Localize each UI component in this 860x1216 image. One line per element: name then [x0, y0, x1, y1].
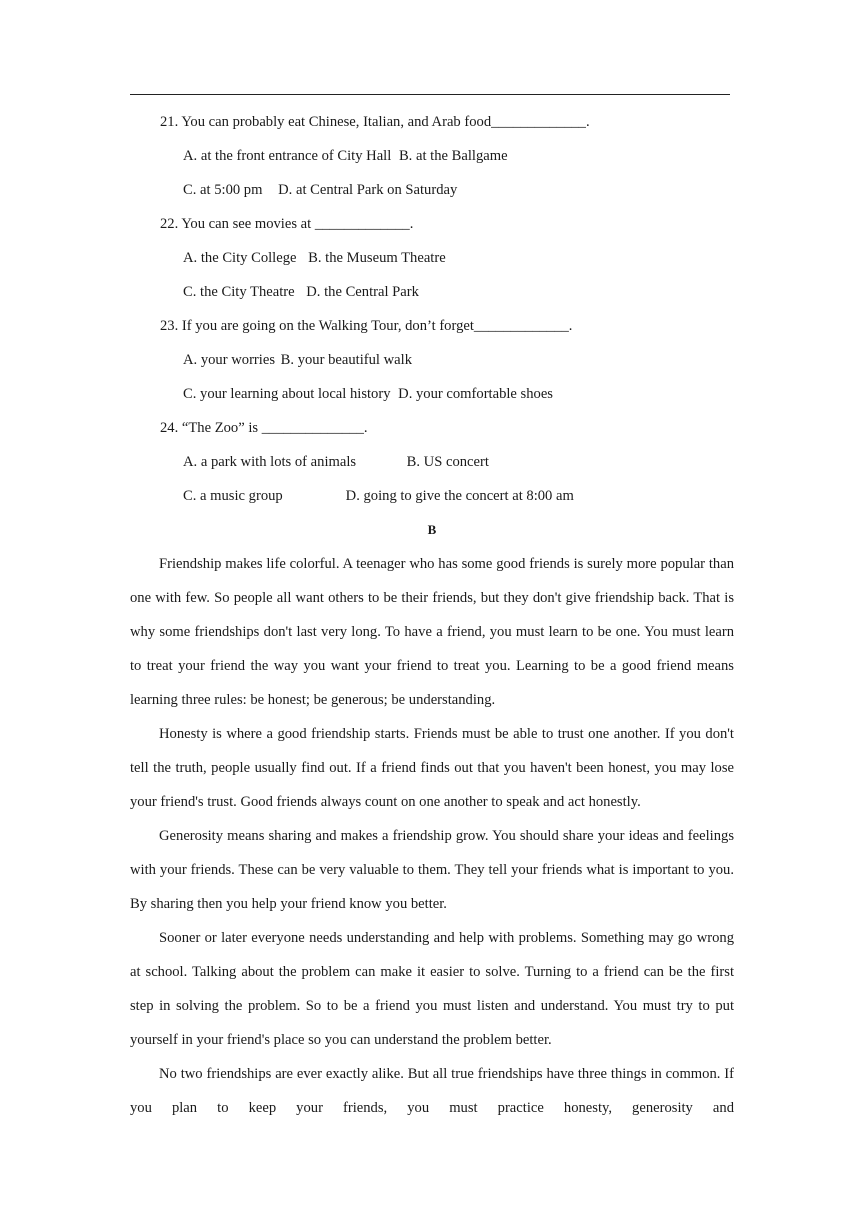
- option-b: B. at the Ballgame: [398, 148, 508, 164]
- option-d: D. your comfortable shoes: [398, 386, 553, 402]
- question-stem: 24. “The Zoo” is ______________.: [160, 420, 368, 436]
- option-row: [130, 450, 734, 484]
- option-row: [130, 144, 734, 178]
- option-b: B. US concert: [406, 454, 489, 470]
- paragraph: Generosity means sharing and makes a friendship grow. You should share your ideas and feelings with your friends. These can be very valuable to them. They tell your friends what is important to you. By sharing then you help your friend know you better.: [130, 828, 734, 912]
- header-rule: [130, 94, 730, 95]
- option-c: C. at 5:00 pm: [183, 182, 263, 198]
- option-row: [130, 246, 734, 280]
- option-c: C. a music group: [183, 488, 283, 504]
- option-c: C. your learning about local history: [183, 386, 391, 402]
- option-a: A. a park with lots of animals: [183, 454, 357, 470]
- option-d: D. at Central Park on Saturday: [278, 182, 458, 198]
- option-row: [130, 382, 734, 416]
- option-row: [130, 484, 734, 518]
- paragraph: Friendship makes life colorful. A teenager who has some good friends is surely more popular than one with few. So people all want others to be their friends, but they don't give friendship back. That is why some friendships don't last very long. To have a friend, you must learn to be one. You must learn to treat your friend the way you want your friend to treat you. Learning to be a good friend means learning three rules: be honest; be generous; be understanding.: [130, 556, 734, 708]
- option-c: C. the City Theatre: [183, 284, 295, 300]
- section-title: B: [427, 522, 437, 537]
- paragraph: Honesty is where a good friendship starts. Friends must be able to trust one another. If you don't tell the truth, people usually find out. If a friend finds out that you haven't been honest, you may lose your friend's trust. Good friends always count on one another to speak and act honestly.: [130, 726, 734, 810]
- paragraph: No two friendships are ever exactly alike. But all true friendships have three things in common. If you plan to keep your friends, you must practice honesty, generosity and: [130, 1066, 734, 1116]
- option-b: B. the Museum Theatre: [308, 250, 446, 266]
- page-content: [130, 110, 734, 1130]
- question-stem: 22. You can see movies at _____________.: [160, 216, 414, 232]
- option-d: D. going to give the concert at 8:00 am: [345, 488, 574, 504]
- question-stem: 21. You can probably eat Chinese, Italian, and Arab food_____________.: [160, 114, 590, 130]
- option-row: [130, 178, 734, 212]
- question-stem: 23. If you are going on the Walking Tour, don’t forget_____________.: [160, 318, 573, 334]
- option-a: A. your worries: [183, 352, 276, 368]
- option-row: [130, 348, 734, 382]
- option-a: A. at the front entrance of City Hall: [183, 148, 392, 164]
- option-b: B. your beautiful walk: [280, 352, 412, 368]
- option-row: [130, 280, 734, 314]
- paragraph: Sooner or later everyone needs understanding and help with problems. Something may go wrong at school. Talking about the problem can make it easier to solve. Turning to a friend can be the first step in solving the problem. So to be a friend you must listen and understand. You must try to put yourself in your friend's place so you can understand the problem better.: [130, 930, 734, 1048]
- option-a: A. the City College: [183, 250, 297, 266]
- option-d: D. the Central Park: [306, 284, 419, 300]
